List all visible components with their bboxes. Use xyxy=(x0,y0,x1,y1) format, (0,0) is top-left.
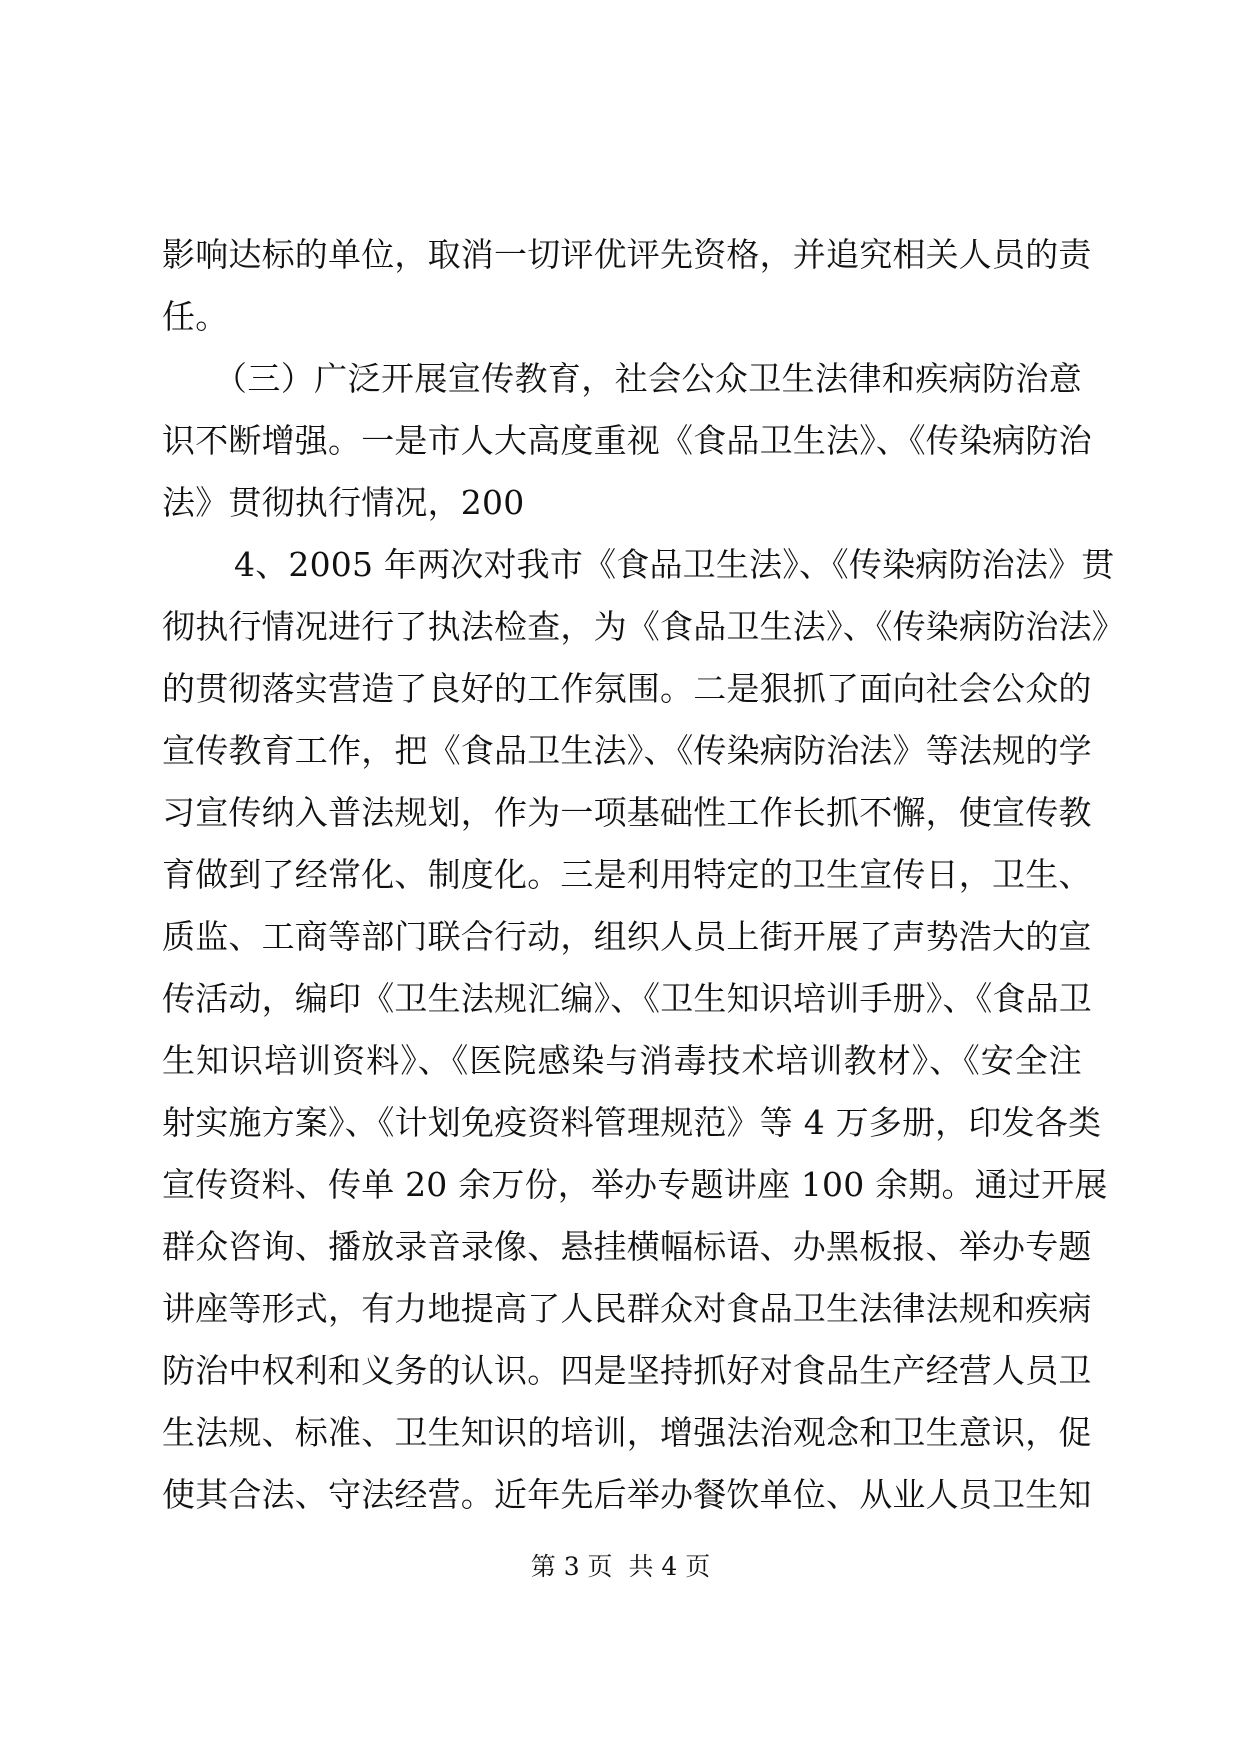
text-line: 质监、工商等部门联合行动，组织人员上街开展了声势浩大的宣 xyxy=(162,917,1092,956)
text-line: 习宣传纳入普法规划，作为一项基础性工作长抓不懈，使宣传教 xyxy=(162,793,1092,832)
text-line: 使其合法、守法经营。近年先后举办餐饮单位、从业人员卫生知 xyxy=(162,1475,1092,1514)
text-line: 任。 xyxy=(162,297,229,336)
text-line: 生知识培训资料》、《医院感染与消毒技术培训教材》、《安全注 xyxy=(162,1041,1082,1080)
paragraph-start-line: 4、2005 年两次对我市《食品卫生法》、《传染病防治法》贯 xyxy=(234,545,1115,584)
section-heading-line: （三）广泛开展宣传教育，社会公众卫生法律和疾病防治意 xyxy=(214,359,1082,398)
text-line: 彻执行情况进行了执法检查，为《食品卫生法》、《传染病防治法》 xyxy=(162,607,1125,646)
text-line: 影响达标的单位，取消一切评优评先资格，并追究相关人员的责 xyxy=(162,235,1092,274)
text-line: 育做到了经常化、制度化。三是利用特定的卫生宣传日，卫生、 xyxy=(162,855,1092,894)
text-line: 射实施方案》、《计划免疫资料管理规范》等 4 万多册，印发各类 xyxy=(162,1103,1102,1142)
text-line: 讲座等形式，有力地提高了人民群众对食品卫生法律法规和疾病 xyxy=(162,1289,1092,1328)
text-line: 传活动，编印《卫生法规汇编》、《卫生知识培训手册》、《食品卫 xyxy=(162,979,1092,1018)
text-line: 宣传资料、传单 20 余万份，举办专题讲座 100 余期。通过开展 xyxy=(162,1165,1108,1204)
page-footer: 第 3 页 共 4 页 xyxy=(530,1552,711,1581)
text-line: 法》贯彻执行情况，200 xyxy=(162,483,525,522)
text-line: 防治中权利和义务的认识。四是坚持抓好对食品生产经营人员卫 xyxy=(162,1351,1092,1390)
text-line: 生法规、标准、卫生知识的培训，增强法治观念和卫生意识，促 xyxy=(162,1413,1092,1452)
text-line: 的贯彻落实营造了良好的工作氛围。二是狠抓了面向社会公众的 xyxy=(162,669,1092,708)
text-line: 宣传教育工作，把《食品卫生法》、《传染病防治法》等法规的学 xyxy=(162,731,1092,770)
text-line: 识不断增强。一是市人大高度重视《食品卫生法》、《传染病防治 xyxy=(162,421,1092,460)
text-line: 群众咨询、播放录音录像、悬挂横幅标语、办黑板报、举办专题 xyxy=(162,1227,1092,1266)
